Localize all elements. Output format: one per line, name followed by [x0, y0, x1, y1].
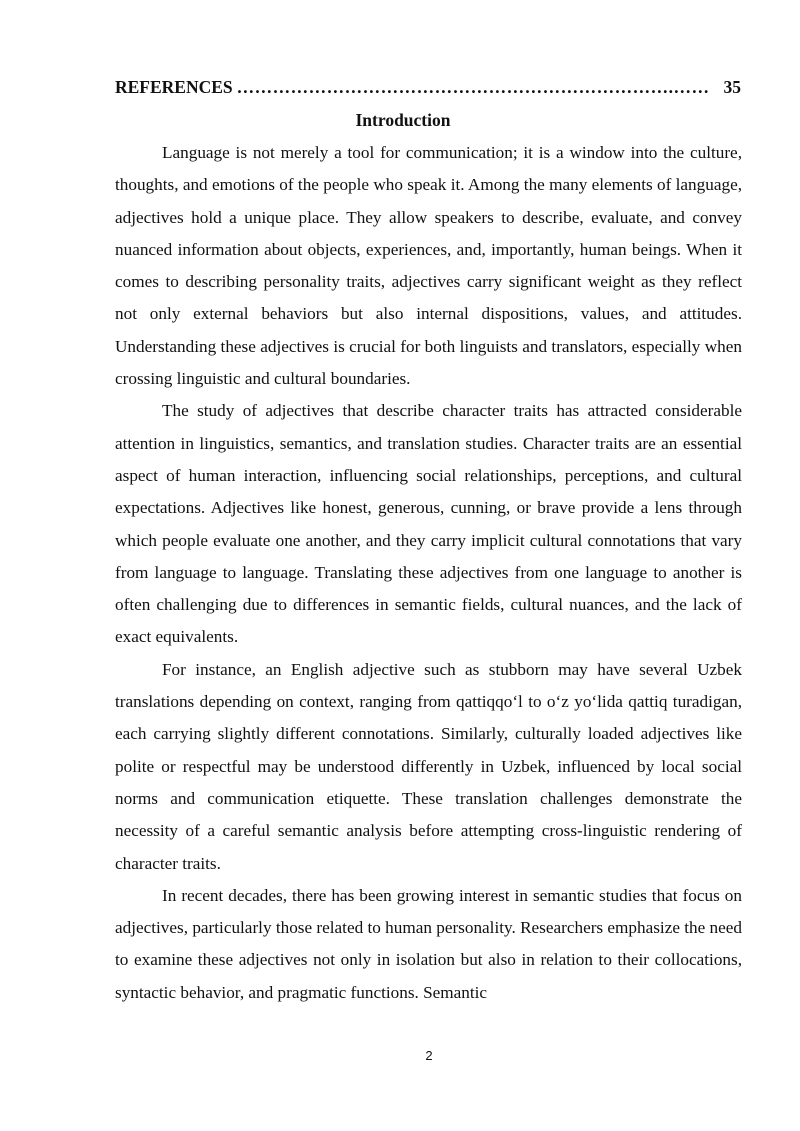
- section-heading: Introduction: [355, 110, 451, 130]
- paragraph-2: The study of adjectives that describe character traits has attracted considerable attention in linguistics, semantics, and translation studies. Character traits are an essential aspect of human interaction, influencing social relationships, perceptions, and cultural expectations. Adjectives like honest, generous, cunning, or brave provide a lens through which people evaluate one another, and they carry implicit cultural connotations that vary from language to language. Translating these adjectives from one language to another is often challenging due to differences in semantic fields, cultural nuances, and the lack of exact equivalents.: [115, 401, 742, 647]
- page-number: 2: [425, 1048, 433, 1063]
- toc-entry-references[interactable]: [115, 74, 741, 100]
- paragraph-3: For instance, an English adjective such as stubborn may have several Uzbek translations depending on context, ranging from qattiqqo‘l to o‘z yo‘lida qattiq turadigan, each carrying slightly different connotations. Similarly, culturally loaded adjectives like polite or respectful may be understood differently in Uzbek, influenced by local social norms and communication etiquette. These translation challenges demonstrate the necessity of a careful semantic analysis before attempting cross-linguistic rendering of character traits.: [115, 659, 742, 873]
- toc-label: REFERENCES: [115, 77, 233, 97]
- paragraph-4: In recent decades, there has been growing interest in semantic studies that focus on adjectives, particularly those related to human personality. Researchers emphasize the need to examine these adjectives not only in isolation but also in relation to their collocations, syntactic behavior, and pragmatic functions. Semantic: [115, 885, 742, 1002]
- paragraph-1: Language is not merely a tool for communication; it is a window into the culture, thoughts, and emotions of the people who speak it. Among the many elements of language, adjectives hold a unique place. They allow speakers to describe, evaluate, and convey nuanced information about objects, experiences, and, importantly, human beings. When it comes to describing personality traits, adjectives carry significant weight as they reflect not only external behaviors but also internal dispositions, values, and attitudes. Understanding these adjectives is crucial for both linguists and translators, especially when crossing linguistic and cultural boundaries.: [115, 143, 742, 389]
- toc-leader: ……………………………………………………………….……: [236, 77, 710, 97]
- body-text: [115, 137, 742, 1009]
- toc-page-number: 35: [723, 77, 741, 97]
